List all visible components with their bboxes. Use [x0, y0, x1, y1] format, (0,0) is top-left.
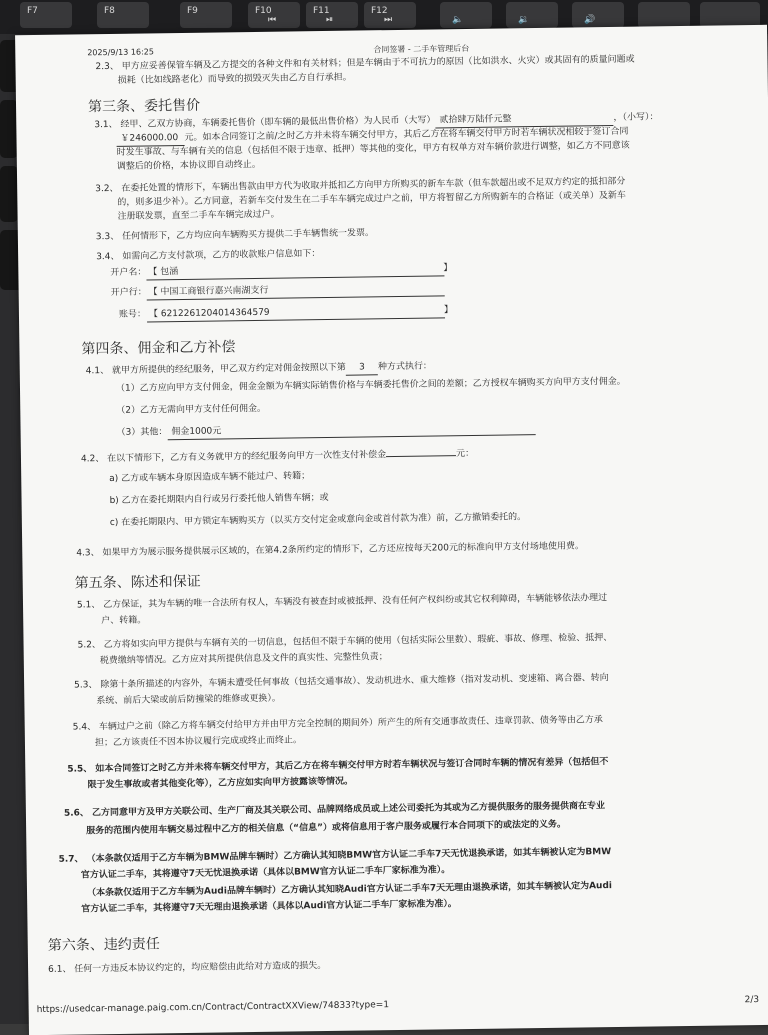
clause-5-1-line1: 5.1、 乙方保证，其为车辆的唯一合法所有权人，车辆没有被查封或被抵押、没有任何产权纠纷或其它权利障碍，车辆能够依法办理过 [76, 593, 608, 611]
section-3-title: 第三条、委托售价 [87, 97, 201, 116]
clause-3-2-line2: 的，则多退少补）。乙方同意，若新车交付发生在二手车车辆完成过户之前，甲方将暂留乙方所购新车的合格证（或关单）及新车 [117, 190, 626, 208]
mute-icon: 🔈 [452, 15, 464, 25]
volume-up-icon: 🔊 [584, 15, 596, 25]
clause-5-4-line1: 5.4、 车辆过户之前（除乙方将车辆交付给甲方并由甲方完全控制的期间外）所产生的所有交通事故责任、违章罚款、债务等由乙方承 [72, 715, 603, 733]
clause-5-3-line1: 5.3、 除第十条所描述的内容外，车辆未遭受任何事故（包括交通事故）、发动机进水、重大维修（指对发动机、变速箱、离合器、转向 [74, 673, 609, 691]
f11-key: F11 ⏯ [306, 2, 358, 28]
account-number-label: 账号： [118, 309, 147, 320]
footer-page-number: 2/3 [744, 995, 760, 1006]
clause-5-5-line2: 限于发生事故或者其他变化等），乙方应如实向甲方披露该等情况。 [87, 776, 354, 791]
account-name-end-bracket: 】 [443, 263, 453, 274]
clause-5-6-line1: 5.6、 乙方同意甲方及甲方关联公司、生产厂商及其关联公司、品牌网络成员或上述公司委托为其或为乙方提供服务的服务提供商在专业 [63, 801, 606, 819]
left-edge-key-3 [0, 166, 18, 222]
clause-3-3: 3.3、 任何情形下，乙方均应向车辆购买方提供二手车辆售统一发票。 [95, 228, 375, 243]
account-name-label: 开户名： [110, 267, 147, 278]
clause-3-1-line3: 时发生事故、与车辆有关的信息（包括但不限于违章、抵押）等其他的变化，甲方有权单方对车辆价款进行调整，如乙方不同意该 [116, 140, 630, 158]
clause-3-2-line3: 注册联发票，直至二手车车辆完成过户。 [117, 209, 280, 222]
clause-3-4: 3.4、 如需向乙方支付款项，乙方的收款账户信息如下： [96, 249, 321, 263]
section-5-title: 第五条、陈述和保证 [74, 573, 201, 592]
clause-3-1-line1: 3.1、 经甲、乙双方协商，车辆委托售价（即车辆的最低出售价格）为人民币（大写） 贰拾肆万陆仟元整 ，（小写）： [94, 112, 659, 131]
commission-option: 3 [346, 360, 378, 375]
volume-down-icon: 🔉 [518, 15, 530, 25]
clause-4-1-option-2: （2）乙方无需向甲方支付任何佣金。 [116, 403, 267, 416]
key-extra [638, 2, 690, 28]
clause-5-1-line2: 户、转籍。 [101, 615, 147, 627]
clause-2-3-line1: 2.3、 甲方应妥善保管车辆及乙方提交的各种文件和有关材料；但是车辆由于不可抗力的原因（比如洪水、火灾）或其固有的质量问题或 [95, 54, 635, 73]
clause-3-1-line2: ￥246000.00 元。如本合同签订之前/之时乙方并未将车辆交付甲方，其后乙方在将车辆交付甲方时若车辆状况相较于签订合同 [116, 125, 628, 147]
clause-5-7-line3: （本条款仅适用于乙方车辆为Audi品牌车辆时）乙方确认其知晓Audi官方认证二手车7天无理由退换承诺，如其车辆被认定为Audi [86, 881, 613, 899]
clause-5-7-line1: 5.7、 （本条款仅适用于乙方车辆为BMW品牌车辆时）乙方确认其知晓BMW官方认证二手车7天无忧退换承诺，如其车辆被认定为BMW [58, 847, 612, 865]
account-name-underline [146, 275, 444, 280]
f9-key: F9 [180, 2, 232, 28]
clause-5-3-line2: 系统、前后大梁或前后防撞梁的维修或更换）。 [96, 693, 281, 707]
clause-4-2-a: a) 乙方或车辆本身原因造成车辆不能过户、转籍； [109, 471, 311, 485]
clause-5-5-line1: 5.5、 如本合同签订之时乙方并未将车辆交付甲方，其后乙方在将车辆交付甲方时若车辆状况与签订合同时车辆的情况有差异（包括但不 [67, 757, 609, 775]
f10-key: F10 ⏮ [248, 2, 300, 28]
clause-5-4-line2: 担；乙方该责任不因本协议履行完成或终止而终止。 [94, 735, 303, 749]
account-name-value: 【 包涵 [148, 267, 179, 278]
account-number-end-bracket: 】 [443, 305, 454, 316]
rewind-icon: ⏮ [268, 15, 277, 25]
clause-5-7-line4: 官方认证二手车，其将遵守7天无理由退换承诺（具体以Audi官方认证二手车厂家标准为准）。 [81, 899, 457, 915]
f8-key: F8 [97, 2, 149, 28]
section-6-title: 第六条、违约责任 [47, 936, 160, 954]
clause-5-2-line1: 5.2、 乙方将如实向甲方提供与车辆有关的一切信息，包括但不限于车辆的使用（包括实际公里数）、瑕疵、事故、修理、检验、抵押、 [77, 633, 613, 651]
clause-4-1-option-1: （1）乙方应向甲方支付佣金，佣金金额为车辆实际销售价格与车辆委托售价之间的差额；乙方授权车辆购买方向甲方支付佣金。 [115, 376, 626, 394]
header-datetime: 2025/9/13 16:25 [87, 47, 154, 58]
volume-down-key [506, 2, 558, 28]
f7-key: F7 [20, 2, 72, 28]
price-in-figures: ￥246000.00 [116, 131, 184, 147]
clause-4-2-c: c) 在委托期限内、甲方锁定车辆购买方（以买方交付定金或意向金或首付款为准）前，乙方撤销委托的。 [109, 512, 527, 529]
clause-5-2-line2: 税费缴纳等情况。乙方应对其所提供信息及文件的真实性、完整性负责； [99, 652, 388, 667]
f12-key: F12 ⏭ [364, 2, 416, 28]
account-number-value: 【 6212261204014364579 [148, 307, 270, 320]
contract-page [15, 25, 768, 1035]
clause-4-2-b: b) 乙方在委托期限内自行或另行委托他人销售车辆；或 [109, 492, 329, 507]
clause-3-1-line4: 调整后的价格，本协议即自动终止。 [116, 159, 261, 172]
footer-url: https://usedcar-manage.paig.com.cn/Contract/ContractXXView/74833?type=1 [36, 1000, 390, 1016]
clause-4-2: 4.2、 在以下情形下，乙方有义务就甲方的经纪服务向甲方一次性支付补偿金 元： [80, 448, 475, 465]
account-bank-label: 开户行： [110, 287, 147, 298]
section-4-title: 第四条、佣金和乙方补偿 [81, 339, 236, 358]
clause-6-1: 6.1、 任何一方违反本协议约定的，均应赔偿由此给对方造成的损失。 [48, 961, 327, 975]
header-title: 合同签署 - 二手车管理后台 [373, 43, 470, 55]
fast-forward-icon: ⏭ [384, 15, 393, 25]
play-pause-icon: ⏯ [326, 15, 334, 25]
mute-key [440, 2, 492, 28]
clause-4-1: 4.1、 就甲方所提供的经纪服务，甲乙双方约定对佣金按照以下第 3 种方式执行： [85, 361, 432, 377]
volume-up-key [572, 2, 624, 28]
compensation-amount [386, 455, 456, 457]
clause-2-3-line2: 损耗（比如线路老化）而导致的损毁灭失由乙方自行承担。 [117, 72, 352, 86]
account-bank-value: 【 中国工商银行嘉兴南湖支行 [148, 285, 269, 298]
price-in-words: 贰拾肆万陆仟元整 [435, 111, 613, 128]
clause-3-2-line1: 3.2、 在委托处置的情形下，车辆出售款由甲方代为收取并抵扣乙方向甲方所购买的新车车款（但车款超出或不足双方约定的抵扣部分 [95, 176, 626, 195]
clause-4-1-option-3: （3）其他： 佣金1000元 [117, 420, 536, 441]
clause-4-3: 4.3、 如果甲方为展示服务提供展示区域的，在第4.2条所约定的情形下，乙方还应按每天200元的标准向甲方支付场地使用费。 [76, 541, 584, 559]
clause-5-6-line2: 服务的范围内使用车辆交易过程中乙方的相关信息（“信息”）或将信息用于客户服务或履行本合同项下的或法定的义务。 [86, 819, 567, 837]
commission-other-value: 佣金1000元 [167, 420, 535, 440]
clause-5-7-line2: 官方认证二手车，其将遵守7天无忧退换承诺（具体以BMW官方认证二手车厂家标准为准）。 [80, 865, 451, 881]
